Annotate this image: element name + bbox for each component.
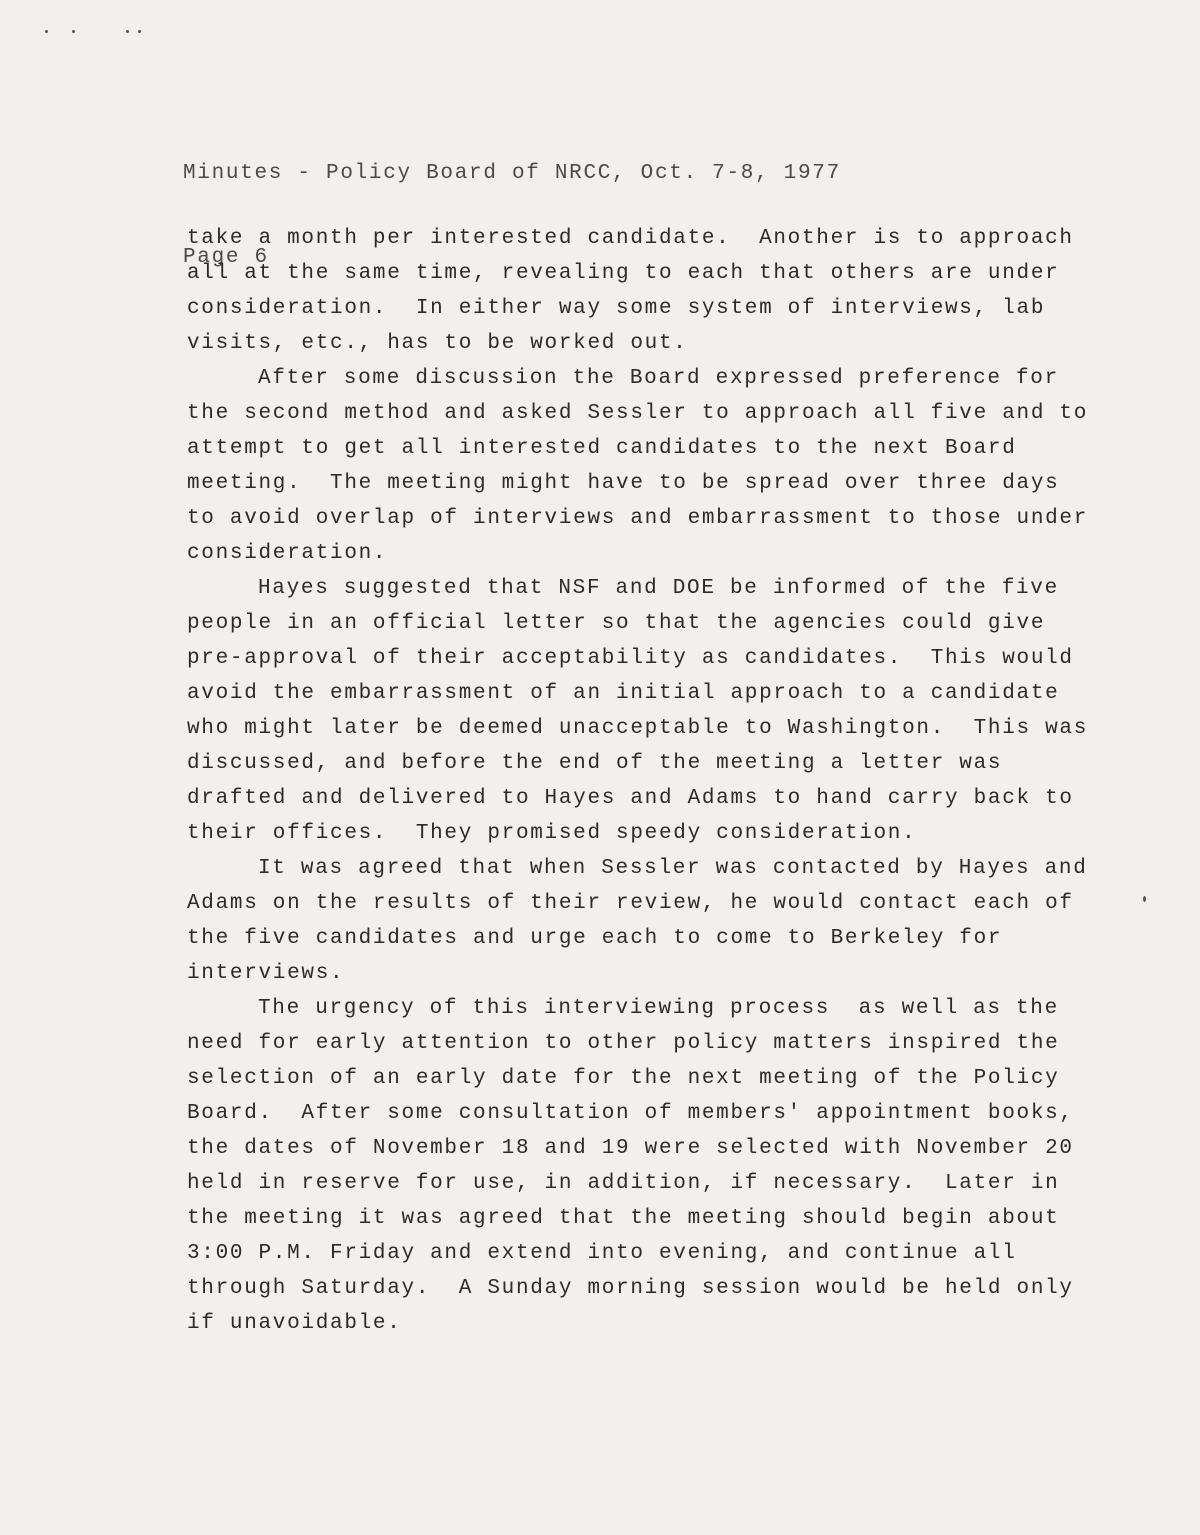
text-line: Board. After some consultation of members' appointment books,: [187, 1102, 1074, 1125]
text-line: The urgency of this interviewing process as well as the: [258, 997, 1059, 1020]
text-line: their offices. They promised speedy consideration.: [187, 822, 917, 845]
text-line: to avoid overlap of interviews and embarrassment to those under: [187, 507, 1089, 530]
scan-speck: [45, 30, 48, 33]
text-line: interviews.: [187, 962, 345, 985]
scan-speck: [1143, 896, 1146, 902]
text-line: the meeting it was agreed that the meeting should begin about: [187, 1207, 1060, 1230]
text-line: consideration.: [187, 542, 388, 565]
text-line: attempt to get all interested candidates to the next Board: [187, 437, 1017, 460]
text-line: visits, etc., has to be worked out.: [187, 332, 688, 355]
text-line: Hayes suggested that NSF and DOE be informed of the five: [258, 577, 1059, 600]
text-line: who might later be deemed unacceptable to Washington. This was: [187, 717, 1089, 740]
scan-speck: [126, 30, 129, 33]
text-line: the second method and asked Sessler to approach all five and to: [187, 402, 1089, 425]
text-line: discussed, and before the end of the meeting a letter was: [187, 752, 1003, 775]
text-line: all at the same time, revealing to each that others are under: [187, 262, 1060, 285]
scan-speck: [72, 30, 75, 33]
text-line: held in reserve for use, in addition, if necessary. Later in: [187, 1172, 1060, 1195]
text-line: selection of an early date for the next meeting of the Policy: [187, 1067, 1060, 1090]
text-line: avoid the embarrassment of an initial approach to a candidate: [187, 682, 1060, 705]
text-line: consideration. In either way some system of interviews, lab: [187, 297, 1046, 320]
text-line: drafted and delivered to Hayes and Adams to hand carry back to: [187, 787, 1074, 810]
text-line: After some discussion the Board expressed preference for: [258, 367, 1059, 390]
text-line: if unavoidable.: [187, 1312, 402, 1335]
header-page-number: Page 6: [183, 246, 269, 269]
text-line: meeting. The meeting might have to be spread over three days: [187, 472, 1060, 495]
text-line: the dates of November 18 and 19 were selected with November 20: [187, 1137, 1074, 1160]
scan-speck: [138, 30, 141, 33]
text-line: pre-approval of their acceptability as candidates. This would: [187, 647, 1074, 670]
text-line: 3:00 P.M. Friday and extend into evening, and continue all: [187, 1242, 1017, 1265]
text-line: It was agreed that when Sessler was contacted by Hayes and: [258, 857, 1088, 880]
text-line: people in an official letter so that the agencies could give: [187, 612, 1046, 635]
text-line: take a month per interested candidate. Another is to approach: [187, 227, 1074, 250]
header-title: Minutes - Policy Board of NRCC, Oct. 7-8, 1977: [183, 162, 841, 185]
text-line: the five candidates and urge each to come to Berkeley for: [187, 927, 1003, 950]
document-body: [187, 221, 1088, 1341]
text-line: need for early attention to other policy matters inspired the: [187, 1032, 1060, 1055]
text-line: through Saturday. A Sunday morning session would be held only: [187, 1277, 1074, 1300]
text-line: Adams on the results of their review, he would contact each of: [187, 892, 1074, 915]
